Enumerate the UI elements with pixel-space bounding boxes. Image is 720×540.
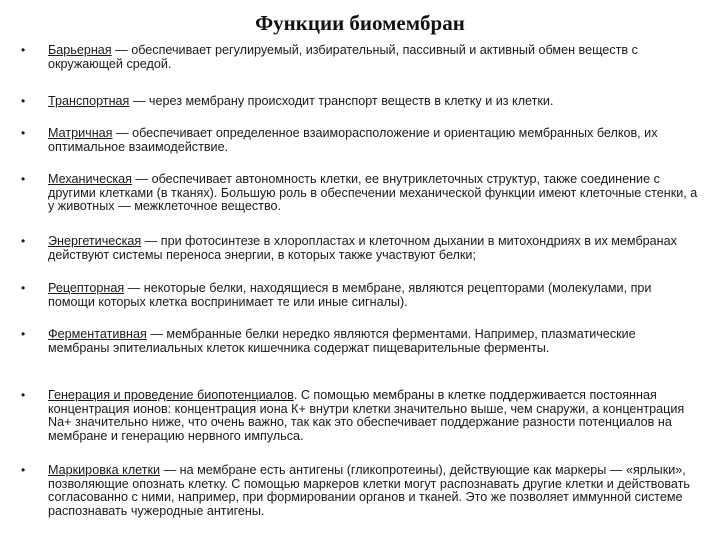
slide-title: Функции биомембран	[255, 11, 465, 35]
item-text: — обеспечивает определенное взаиморасположение и ориентацию мембранных белков, их оптимальное взаимодействие.	[48, 126, 658, 154]
list-item-transport	[21, 94, 700, 109]
item-text: — обеспечивает автономность клетки, ее внутриклеточных структур, также соединение с другими клетками (в тканях). Большую роль в обеспечении механической функции имеют клеточные стенки, а у животных — межклеточное вещество.	[48, 172, 698, 214]
item-text: — мембранные белки нередко являются ферментами. Например, плазматические мембраны эпителиальных клеток кишечника содержат пищеварительные ферменты.	[48, 327, 636, 355]
list-item-enzymatic	[21, 327, 700, 355]
bullet-icon: •	[21, 463, 26, 477]
list-item-biopotentials	[21, 388, 700, 443]
item-text: — на мембране есть антигены (гликопротеины), действующие как маркеры — «ярлыки», позволяющие опознать клетку. С помощью маркеров клетки могут распознавать другие клетки и действовать согласованно с ними, например, при формировании органов и тканей. Это же позволяет иммунной системе распознавать чужеродные антигены.	[48, 463, 690, 518]
bullet-icon: •	[21, 234, 26, 248]
term-transport: Транспортная	[48, 94, 130, 108]
term-energy: Энергетическая	[48, 234, 142, 248]
bullet-icon: •	[21, 172, 26, 186]
list-item-marking	[21, 463, 700, 518]
term-biopotentials: Генерация и проведение биопотенциалов	[48, 388, 294, 402]
bullet-icon: •	[21, 43, 26, 57]
term-mechanical: Механическая	[48, 172, 132, 186]
bullet-icon: •	[21, 126, 26, 140]
bullet-icon: •	[21, 281, 26, 295]
item-text: — при фотосинтезе в хлоропластах и клеточном дыхании в митохондриях в их мембранах действуют системы переноса энергии, в которых также участвуют белки;	[48, 234, 677, 262]
bullet-icon: •	[21, 94, 26, 108]
item-text: — через мембрану происходит транспорт веществ в клетку и из клетки.	[129, 94, 554, 108]
item-text: — обеспечивает регулируемый, избирательный, пассивный и активный обмен веществ с окружающей средой.	[48, 43, 638, 71]
list-item-receptor	[21, 281, 700, 309]
term-receptor: Рецепторная	[48, 281, 125, 295]
bullet-icon: •	[21, 327, 26, 341]
item-text: . С помощью мембраны в клетке поддерживается постоянная концентрация ионов: концентрация иона К+ внутри клетки значительно выше, чем снаружи, а концентрация Na+ значительно ниже, что очень важно, так как это обеспечивает поддержание разности потенциалов на мембране и генерацию нервного импульса.	[48, 388, 685, 443]
term-enzymatic: Ферментативная	[48, 327, 147, 341]
list-item-mechanical	[21, 172, 700, 214]
bullet-icon: •	[21, 388, 26, 402]
term-marking: Маркировка клетки	[48, 463, 161, 477]
list-item-barrier	[21, 43, 700, 71]
term-barrier: Барьерная	[48, 43, 112, 57]
list-item-energy	[21, 234, 700, 262]
term-matrix: Матричная	[48, 126, 113, 140]
item-text: — некоторые белки, находящиеся в мембране, являются рецепторами (молекулами, при помощи которых клетка воспринимает те или иные сигналы).	[48, 281, 652, 309]
list-item-matrix	[21, 126, 700, 154]
